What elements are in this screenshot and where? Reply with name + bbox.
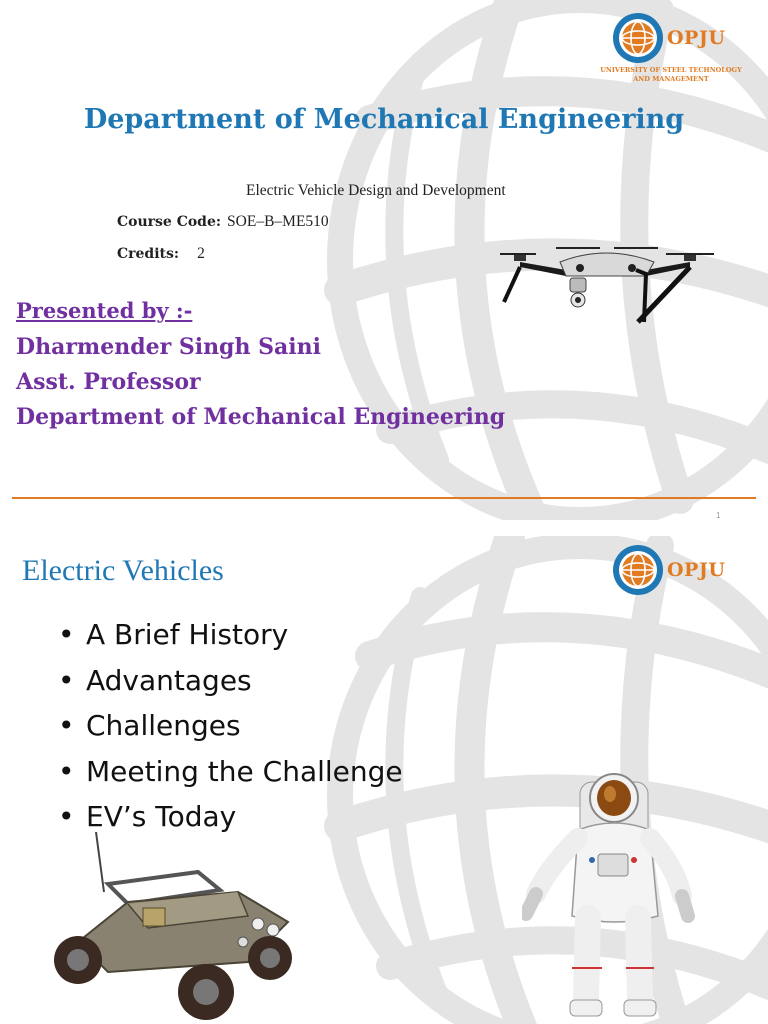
slide-gap xyxy=(0,528,768,536)
page-number: 1 xyxy=(716,511,721,520)
orange-divider xyxy=(12,497,756,499)
slide-title: Electric Vehicles xyxy=(22,554,224,587)
university-seal-icon xyxy=(612,12,664,64)
opju-logo xyxy=(612,544,725,596)
credits-row xyxy=(117,245,205,263)
list-item: • Advantages xyxy=(58,663,252,697)
opju-logo xyxy=(612,12,725,64)
logo-text: OPJU xyxy=(667,27,726,49)
logo-subtitle: UNIVERSITY OF STEEL TECHNOLOGY AND MANAGEMENT xyxy=(600,66,742,83)
credits-value: 2 xyxy=(197,245,205,262)
electric-vehicles-slide xyxy=(0,536,768,1024)
list-item: • Challenges xyxy=(58,709,241,742)
course-code-row xyxy=(117,213,329,231)
course-code-label: Course Code: xyxy=(117,214,222,230)
course-code-value: SOE–B–ME510 xyxy=(227,213,329,230)
university-seal-icon xyxy=(612,544,664,596)
department-title: Department of Mechanical Engineering xyxy=(83,104,685,135)
list-item: • A Brief History xyxy=(58,618,289,651)
course-name: Electric Vehicle Design and Development xyxy=(246,182,506,199)
presented-by-label: Presented by :- xyxy=(16,298,193,323)
logo-text: OPJU xyxy=(667,559,726,581)
presenter-department: Department of Mechanical Engineering xyxy=(16,404,506,430)
list-item: • EV’s Today xyxy=(58,800,237,833)
presenter-title: Asst. Professor xyxy=(16,369,201,395)
credits-label: Credits: xyxy=(117,246,180,262)
astronaut-icon xyxy=(522,768,698,1020)
drone-icon xyxy=(496,240,718,330)
buggy-icon xyxy=(48,832,298,1022)
presenter-name: Dharmender Singh Saini xyxy=(16,334,321,360)
list-item: • Meeting the Challenge xyxy=(58,754,403,788)
topic-list xyxy=(58,612,403,840)
